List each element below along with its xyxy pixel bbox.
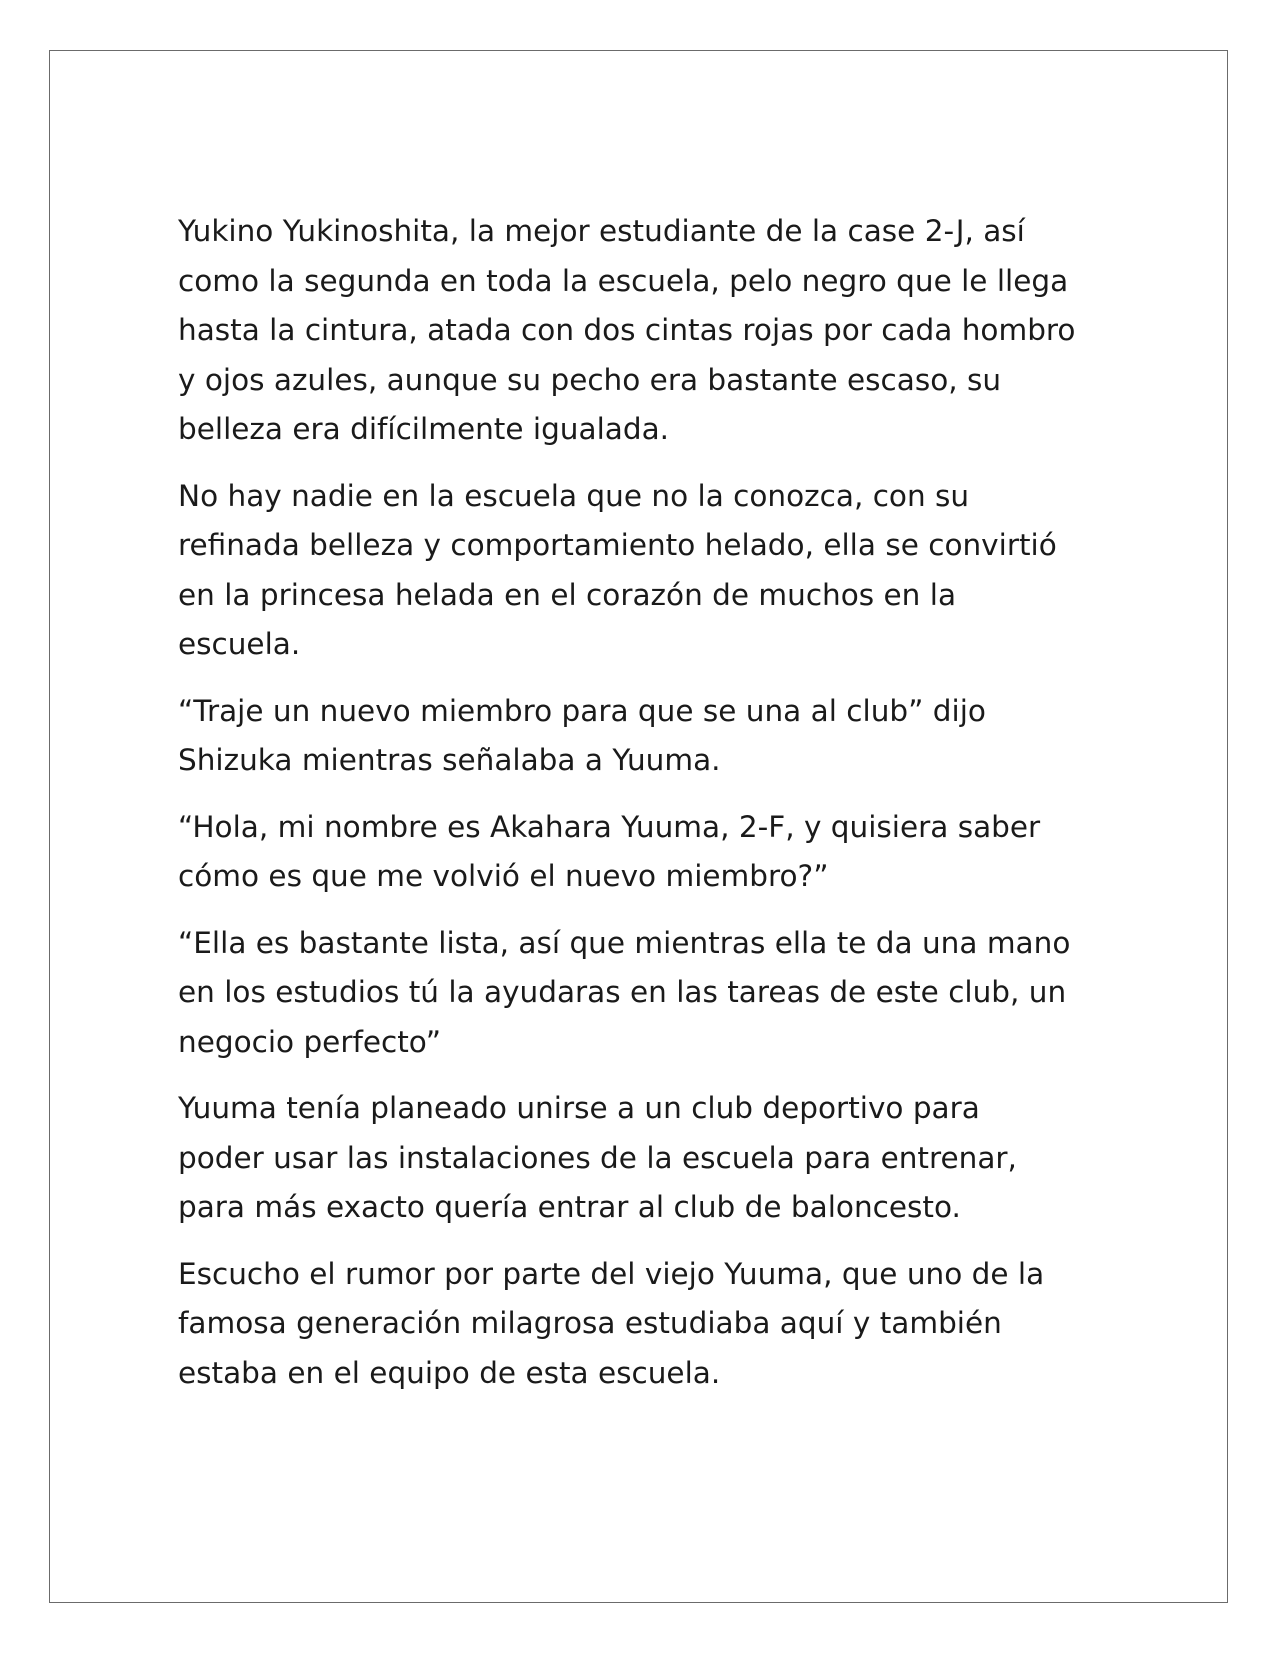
paragraph-line: poder usar las instalaciones de la escuela para entrenar, xyxy=(178,1140,1017,1175)
paragraph-line: “Hola, mi nombre es Akahara Yuuma, 2-F, y quisiera saber xyxy=(178,809,1041,844)
paragraph-line: refinada belleza y comportamiento helado, ella se convirtió xyxy=(178,528,1057,562)
paragraph-line: en los estudios tú la ayudaras en las tareas de este club, un xyxy=(178,975,1067,1009)
paragraph-5 xyxy=(178,919,1118,1068)
paragraph-line: en la princesa helada en el corazón de muchos en la xyxy=(178,577,957,612)
paragraph-line: negocio perfecto” xyxy=(178,1024,442,1059)
paragraph-line: como la segunda en toda la escuela, pelo negro que le llega xyxy=(178,263,1069,298)
paragraph-4 xyxy=(178,803,1118,902)
paragraph-line: y ojos azules, aunque su pecho era bastante escaso, su xyxy=(178,362,1002,397)
paragraph-7 xyxy=(178,1250,1118,1399)
paragraph-6 xyxy=(178,1084,1118,1233)
paragraph-3 xyxy=(178,687,1118,786)
paragraph-line: para más exacto quería entrar al club de baloncesto. xyxy=(178,1190,961,1224)
paragraph-line: “Ella es bastante lista, así que mientras ella te da una mano xyxy=(178,925,1071,960)
paragraph-line: belleza era difícilmente igualada. xyxy=(178,412,670,446)
paragraph-2 xyxy=(178,472,1118,670)
paragraph-line: Yukino Yukinoshita, la mejor estudiante de la case 2-J, así xyxy=(178,214,1025,248)
paragraph-line: famosa generación milagrosa estudiaba aquí y también xyxy=(178,1306,1002,1340)
paragraph-line: No hay nadie en la escuela que no la conozca, con su xyxy=(178,478,970,513)
paragraph-line: escuela. xyxy=(178,627,301,661)
paragraph-line: “Traje un nuevo miembro para que se una al club” dijo xyxy=(178,693,986,728)
paragraph-line: hasta la cintura, atada con dos cintas rojas por cada hombro xyxy=(178,313,1076,347)
paragraph-line: cómo es que me volvió el nuevo miembro?” xyxy=(178,859,829,893)
paragraph-line: Escucho el rumor por parte del viejo Yuuma, que uno de la xyxy=(178,1256,1045,1291)
paragraph-1 xyxy=(178,207,1118,455)
document-body xyxy=(178,207,1118,1415)
paragraph-line: Shizuka mientras señalaba a Yuuma. xyxy=(178,743,721,777)
paragraph-line: Yuuma tenía planeado unirse a un club deportivo para xyxy=(178,1091,980,1125)
paragraph-line: estaba en el equipo de esta escuela. xyxy=(178,1355,721,1390)
